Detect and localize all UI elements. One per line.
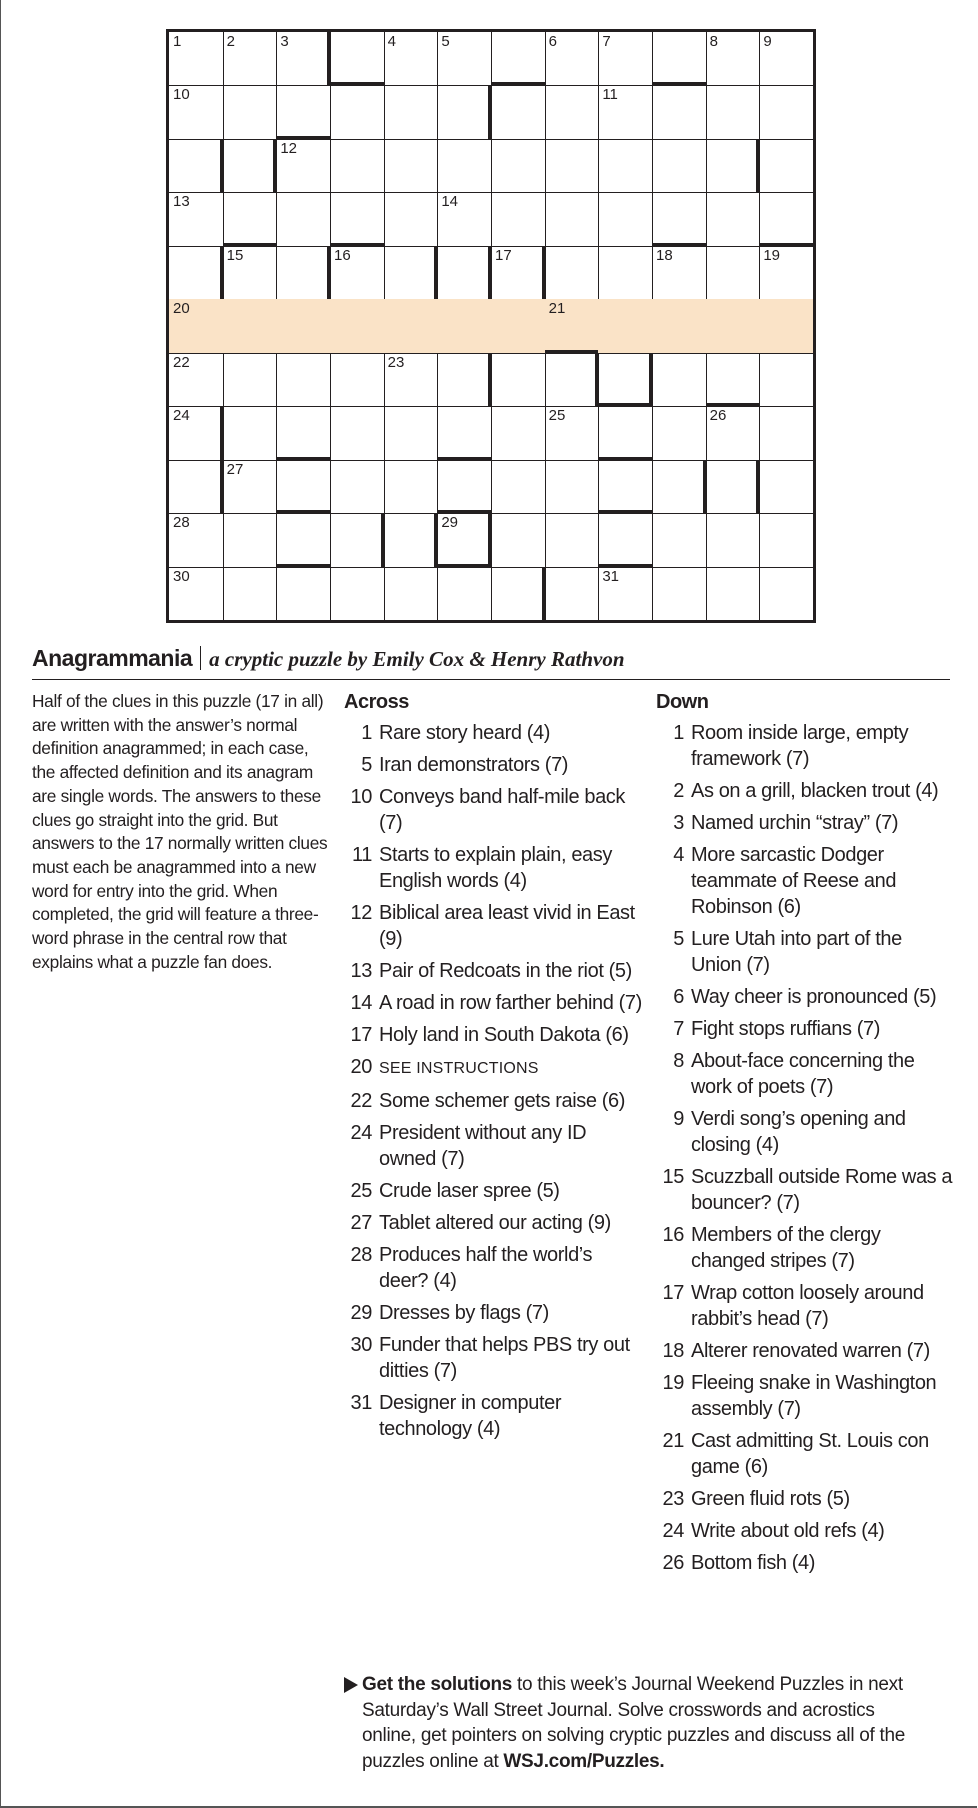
down-clue-19[interactable] [656, 1370, 956, 1422]
grid-cell[interactable] [169, 567, 224, 620]
grid-cell[interactable] [706, 299, 761, 353]
clue-number: 10 [173, 86, 190, 104]
clue-number: 26 [709, 407, 727, 425]
clue-number: 26 [662, 1552, 684, 1574]
across-clue-12[interactable] [344, 900, 644, 952]
grid-cell[interactable] [437, 460, 492, 514]
clue-text: More sarcastic Dodger teammate of Reese and Robinson (6) [691, 844, 897, 918]
clue-number: 30 [350, 1334, 372, 1356]
clue-number: 8 [673, 1050, 684, 1072]
across-clue-11[interactable] [344, 842, 644, 894]
grid-cell[interactable] [706, 246, 761, 300]
grid-cell[interactable] [330, 32, 385, 86]
down-clue-17[interactable] [656, 1280, 956, 1332]
clue-number: 9 [673, 1108, 684, 1130]
grid-cell[interactable] [759, 192, 813, 246]
clue-text: Green fluid rots (5) [691, 1488, 850, 1510]
grid-cell[interactable] [169, 406, 224, 460]
clue-text: Lure Utah into part of the Union (7) [691, 928, 902, 976]
grid-cell[interactable] [437, 567, 492, 620]
grid-cell[interactable] [330, 567, 385, 620]
down-clue-23[interactable] [656, 1486, 956, 1512]
grid-cell[interactable] [223, 460, 278, 514]
grid-cell[interactable] [169, 139, 224, 193]
grid-cell[interactable] [276, 246, 331, 300]
clue-text: Produces half the world’s deer? (4) [379, 1244, 593, 1292]
grid-cell[interactable] [652, 139, 707, 193]
grid-cell[interactable] [223, 406, 278, 460]
clue-text: Conveys band half-mile back (7) [379, 786, 625, 834]
grid-cell[interactable] [384, 192, 439, 246]
clue-number: 2 [226, 33, 235, 50]
grid-cell[interactable] [545, 513, 600, 567]
clue-text: Members of the clergy changed stripes (7) [691, 1224, 881, 1272]
clue-text: Verdi song’s opening and closing (4) [691, 1108, 906, 1156]
down-clue-8[interactable] [656, 1048, 956, 1100]
across-clue-5[interactable] [344, 752, 644, 778]
clue-number: 11 [602, 86, 618, 104]
grid-cell[interactable] [652, 406, 707, 460]
clue-number: 19 [763, 246, 781, 264]
grid-cell[interactable] [545, 353, 600, 407]
grid-cell[interactable] [330, 299, 385, 353]
grid-cell[interactable] [437, 192, 492, 246]
grid-cell[interactable] [759, 299, 813, 353]
grid-cell[interactable] [276, 513, 331, 567]
clue-number: 22 [350, 1090, 372, 1112]
clue-number: 29 [350, 1302, 372, 1324]
clue-number: 31 [350, 1392, 372, 1414]
grid-cell[interactable] [545, 246, 600, 300]
across-clue-31[interactable] [344, 1390, 644, 1442]
grid-cell[interactable] [330, 139, 385, 193]
grid-cell[interactable] [598, 139, 653, 193]
clue-number: 27 [226, 460, 244, 478]
down-clue-6[interactable] [656, 984, 956, 1010]
clue-number: 20 [173, 300, 190, 318]
clue-number: 16 [662, 1224, 684, 1246]
clue-number: 1 [673, 722, 684, 744]
clue-number: 23 [387, 353, 405, 371]
across-clue-list [344, 720, 644, 1442]
solutions-text-1: to this week’s Journal Weekend Puzzles in next [512, 1674, 903, 1695]
grid-cell[interactable] [437, 139, 492, 193]
clue-number: 10 [350, 786, 372, 808]
grid-cell[interactable] [491, 32, 546, 86]
clue-number: 6 [673, 986, 684, 1008]
grid-cell[interactable] [491, 567, 546, 620]
grid-cell[interactable] [491, 460, 546, 514]
across-clue-30[interactable] [344, 1332, 644, 1384]
clue-number: 28 [350, 1244, 372, 1266]
grid-cell[interactable] [491, 513, 546, 567]
grid-cell[interactable] [384, 353, 439, 407]
grid-cell[interactable] [223, 85, 278, 139]
down-clue-2[interactable] [656, 778, 956, 804]
clue-text: Cast admitting St. Louis con game (6) [691, 1430, 929, 1478]
across-clue-10[interactable] [344, 784, 644, 836]
grid-cell[interactable] [598, 353, 653, 407]
clue-number: 20 [350, 1056, 372, 1078]
clue-text: Fleeing snake in Washington assembly (7) [691, 1372, 937, 1420]
clue-text: Write about old refs (4) [691, 1520, 885, 1542]
clue-number: 15 [662, 1166, 684, 1188]
grid-cell[interactable] [759, 246, 813, 300]
clue-text: Dresses by flags (7) [379, 1302, 549, 1324]
grid-cell[interactable] [223, 567, 278, 620]
clue-number: 23 [662, 1488, 684, 1510]
down-clue-7[interactable] [656, 1016, 956, 1042]
grid-cell[interactable] [759, 460, 813, 514]
solutions-note [344, 1672, 944, 1774]
clue-number: 17 [662, 1282, 684, 1304]
grid-cell[interactable] [223, 246, 278, 300]
grid-cell[interactable] [276, 85, 331, 139]
grid-cell[interactable] [491, 299, 546, 353]
grid-cell[interactable] [384, 460, 439, 514]
grid-cell[interactable] [706, 85, 761, 139]
clue-text: Starts to explain plain, easy English words (4) [379, 844, 612, 892]
clue-number: 2 [673, 780, 684, 802]
clue-number: 9 [763, 33, 772, 50]
clue-number: 12 [280, 139, 298, 157]
grid-cell[interactable] [276, 299, 331, 353]
grid-cell[interactable] [545, 192, 600, 246]
clue-text: Holy land in South Dakota (6) [379, 1024, 629, 1046]
clue-number: 8 [709, 33, 718, 50]
grid-cell[interactable] [437, 299, 492, 353]
grid-cell[interactable] [598, 460, 653, 514]
clue-number: 17 [495, 246, 512, 264]
grid-cell[interactable] [437, 85, 492, 139]
grid-cell[interactable] [437, 406, 492, 460]
clue-text: Wrap cotton loosely around rabbit’s head (7) [691, 1282, 924, 1330]
across-clues [344, 690, 644, 1448]
grid-cell[interactable] [491, 353, 546, 407]
clue-number: 13 [350, 960, 372, 982]
grid-cell[interactable] [652, 353, 707, 407]
puzzles-link[interactable]: WSJ.com/Puzzles. [503, 1750, 665, 1772]
clue-number: 5 [361, 754, 372, 776]
arrow-right-icon [344, 1677, 358, 1693]
grid-cell[interactable] [706, 32, 761, 86]
grid-cell[interactable] [545, 139, 600, 193]
grid-cell[interactable] [169, 460, 224, 514]
across-clue-13[interactable] [344, 958, 644, 984]
clue-text: Pair of Redcoats in the riot (5) [379, 960, 632, 982]
clue-text: Tablet altered our acting (9) [379, 1212, 611, 1234]
clue-number: 18 [656, 246, 673, 264]
grid-cell[interactable] [598, 299, 653, 353]
grid-cell[interactable] [223, 32, 278, 86]
clue-number: 1 [361, 722, 372, 744]
across-clue-20[interactable] [344, 1054, 644, 1082]
grid-cell[interactable] [223, 192, 278, 246]
grid-cell[interactable] [169, 353, 224, 407]
clue-number: 7 [602, 33, 611, 50]
grid-cell[interactable] [652, 299, 707, 353]
grid-cell[interactable] [437, 353, 492, 407]
puzzle-byline: a cryptic puzzle by Emily Cox & Henry Rathvon [209, 647, 625, 671]
grid-cell[interactable] [330, 513, 385, 567]
down-clues [656, 690, 956, 1582]
grid-cell[interactable] [384, 406, 439, 460]
down-clue-1[interactable] [656, 720, 956, 772]
grid-cell[interactable] [330, 246, 385, 300]
grid-cell[interactable] [169, 192, 224, 246]
clue-number: 28 [173, 514, 190, 532]
grid-cell[interactable] [545, 85, 600, 139]
clue-text: Rare story heard (4) [379, 722, 550, 744]
grid-cell[interactable] [169, 85, 224, 139]
clue-text: President without any ID owned (7) [379, 1122, 587, 1170]
clue-number: 21 [662, 1430, 684, 1452]
clue-number: 25 [350, 1180, 372, 1202]
grid-cell[interactable] [330, 406, 385, 460]
grid-cell[interactable] [330, 192, 385, 246]
down-clue-list [656, 720, 956, 1576]
grid-cell[interactable] [706, 139, 761, 193]
grid-cell[interactable] [759, 406, 813, 460]
clue-number: 6 [548, 33, 557, 50]
clue-text: Bottom fish (4) [691, 1552, 816, 1574]
title-separator [200, 646, 201, 670]
grid-cell[interactable] [598, 192, 653, 246]
clue-text: Some schemer gets raise (6) [379, 1090, 625, 1112]
grid-cell[interactable] [491, 139, 546, 193]
clue-number: 12 [350, 902, 372, 924]
across-clue-24[interactable] [344, 1120, 644, 1172]
grid-cell[interactable] [652, 85, 707, 139]
grid-cell[interactable] [706, 192, 761, 246]
grid-cell[interactable] [598, 246, 653, 300]
grid-cell[interactable] [759, 139, 813, 193]
down-clue-26[interactable] [656, 1550, 956, 1576]
clue-number: 11 [352, 844, 372, 866]
across-clue-25[interactable] [344, 1178, 644, 1204]
grid-cell[interactable] [276, 32, 331, 86]
crossword-grid[interactable] [166, 29, 816, 623]
grid-cell[interactable] [437, 32, 492, 86]
clue-number: 24 [350, 1122, 372, 1144]
puzzle-title: Anagrammania [32, 645, 193, 671]
grid-cell[interactable] [652, 246, 707, 300]
clue-text: Named urchin “stray” (7) [691, 812, 899, 834]
grid-cell[interactable] [491, 406, 546, 460]
grid-cell[interactable] [545, 299, 600, 353]
down-clue-18[interactable] [656, 1338, 956, 1364]
clue-text: Crude laser spree (5) [379, 1180, 560, 1202]
down-clue-5[interactable] [656, 926, 956, 978]
clue-text: Funder that helps PBS try out ditties (7) [379, 1334, 630, 1382]
grid-cell[interactable] [384, 567, 439, 620]
grid-cell[interactable] [276, 567, 331, 620]
grid-cell[interactable] [384, 513, 439, 567]
grid-cell[interactable] [330, 353, 385, 407]
grid-cell[interactable] [384, 246, 439, 300]
clue-text: Scuzzball outside Rome was a bouncer? (7) [691, 1166, 953, 1214]
grid-cell[interactable] [384, 32, 439, 86]
solutions-text-2: Saturday’s Wall Street Journal. Solve crosswords and acrostics [362, 1699, 875, 1721]
clue-number: 14 [441, 193, 459, 211]
grid-cell[interactable] [437, 246, 492, 300]
clue-number: 17 [350, 1024, 372, 1046]
grid-cell[interactable] [276, 460, 331, 514]
grid-cell[interactable] [330, 85, 385, 139]
clue-number: 3 [280, 33, 289, 50]
across-clue-1[interactable] [344, 720, 644, 746]
down-clue-9[interactable] [656, 1106, 956, 1158]
down-heading: Down [656, 691, 709, 713]
solutions-lead: Get the solutions [362, 1674, 513, 1695]
across-clue-27[interactable] [344, 1210, 644, 1236]
down-clue-4[interactable] [656, 842, 956, 920]
grid-cell[interactable] [437, 513, 492, 567]
grid-cell[interactable] [759, 567, 813, 620]
grid-cell[interactable] [598, 513, 653, 567]
puzzle-title-bar [32, 645, 950, 680]
grid-cell[interactable] [491, 85, 546, 139]
clue-number: 5 [441, 33, 450, 50]
clue-text: SEE INSTRUCTIONS [379, 1060, 539, 1077]
down-clue-16[interactable] [656, 1222, 956, 1274]
clue-text: Biblical area least vivid in East (9) [379, 902, 635, 950]
clue-text: Way cheer is pronounced (5) [691, 986, 937, 1008]
clue-text: A road in row farther behind (7) [379, 992, 642, 1014]
clue-number: 5 [673, 928, 684, 950]
clue-number: 16 [334, 246, 351, 264]
grid-cell[interactable] [598, 406, 653, 460]
clue-number: 4 [673, 844, 684, 866]
grid-cell[interactable] [223, 299, 278, 353]
clue-text: About-face concerning the work of poets (7) [691, 1050, 915, 1098]
grid-cell[interactable] [545, 460, 600, 514]
grid-cell[interactable] [759, 513, 813, 567]
grid-cell[interactable] [545, 406, 600, 460]
grid-cell[interactable] [759, 353, 813, 407]
clue-number: 3 [673, 812, 684, 834]
grid-cell[interactable] [223, 353, 278, 407]
clue-number: 14 [350, 992, 372, 1014]
grid-cell[interactable] [598, 567, 653, 620]
grid-cell[interactable] [706, 406, 761, 460]
across-clue-29[interactable] [344, 1300, 644, 1326]
grid-cell[interactable] [169, 246, 224, 300]
grid-cell[interactable] [276, 406, 331, 460]
down-clue-15[interactable] [656, 1164, 956, 1216]
grid-cell[interactable] [384, 299, 439, 353]
grid-cell[interactable] [598, 32, 653, 86]
across-clue-22[interactable] [344, 1088, 644, 1114]
grid-cell[interactable] [706, 513, 761, 567]
grid-cell[interactable] [652, 567, 707, 620]
grid-cell[interactable] [491, 246, 546, 300]
grid-cell[interactable] [276, 139, 331, 193]
grid-cell[interactable] [276, 353, 331, 407]
grid-cell[interactable] [169, 299, 224, 353]
grid-cell[interactable] [169, 513, 224, 567]
down-clue-3[interactable] [656, 810, 956, 836]
across-clue-17[interactable] [344, 1022, 644, 1048]
clue-text: Designer in computer technology (4) [379, 1392, 562, 1440]
clue-text: Iran demonstrators (7) [379, 754, 569, 776]
clue-text: Room inside large, empty framework (7) [691, 722, 909, 770]
instructions-text: Half of the clues in this puzzle (17 in all) are written with the answer’s normal definition anagrammed; in each case, the affected definition and its anagram are single words. The answers to these clues go straight into the grid. But answers to the 17 normally written clues must each be anagrammed into a new word for entry into the grid. When completed, the grid will feature a three-word phrase in the central row that explains what a puzzle fan does. [32, 691, 328, 972]
clue-number: 21 [548, 300, 566, 318]
grid-cell[interactable] [545, 32, 600, 86]
grid-cell[interactable] [545, 567, 600, 620]
grid-cell[interactable] [759, 32, 813, 86]
solutions-text-4: puzzles online at [362, 1750, 504, 1772]
clue-number: 13 [173, 193, 190, 211]
grid-cell[interactable] [598, 85, 653, 139]
grid-cell[interactable] [652, 513, 707, 567]
down-clue-24[interactable] [656, 1518, 956, 1544]
grid-cell[interactable] [330, 460, 385, 514]
grid-cell[interactable] [384, 85, 439, 139]
clue-number: 27 [350, 1212, 372, 1234]
clue-text: Fight stops ruffians (7) [691, 1018, 881, 1040]
clue-number: 30 [173, 567, 190, 585]
clue-number: 7 [673, 1018, 684, 1040]
down-clue-21[interactable] [656, 1428, 956, 1480]
grid-cell[interactable] [223, 513, 278, 567]
clue-number: 24 [662, 1520, 684, 1542]
grid-cell[interactable] [652, 460, 707, 514]
clue-text: As on a grill, blacken trout (4) [691, 780, 939, 802]
across-heading: Across [344, 691, 409, 713]
grid-cell[interactable] [706, 567, 761, 620]
clue-number: 4 [387, 33, 396, 50]
across-clue-28[interactable] [344, 1242, 644, 1294]
grid-cell[interactable] [706, 460, 761, 514]
clue-number: 1 [173, 33, 182, 50]
grid-cell[interactable] [759, 85, 813, 139]
grid-cell[interactable] [706, 353, 761, 407]
grid-cell[interactable] [169, 32, 224, 86]
clue-text: Alterer renovated warren (7) [691, 1340, 930, 1362]
clue-number: 24 [173, 407, 190, 425]
clue-number: 29 [441, 514, 459, 532]
clue-number: 18 [662, 1340, 684, 1362]
across-clue-14[interactable] [344, 990, 644, 1016]
grid-cell[interactable] [384, 139, 439, 193]
clue-number: 19 [662, 1372, 684, 1394]
grid-cell[interactable] [652, 192, 707, 246]
grid-cell[interactable] [223, 139, 278, 193]
solutions-text-3: online, get pointers on solving cryptic puzzles and discuss all of the [362, 1725, 905, 1746]
grid-cell[interactable] [276, 192, 331, 246]
grid-cell[interactable] [491, 192, 546, 246]
clue-number: 25 [548, 407, 566, 425]
clue-number: 22 [173, 353, 190, 371]
grid-cell[interactable] [652, 32, 707, 86]
clue-number: 15 [226, 246, 244, 264]
clue-number: 31 [602, 567, 620, 585]
